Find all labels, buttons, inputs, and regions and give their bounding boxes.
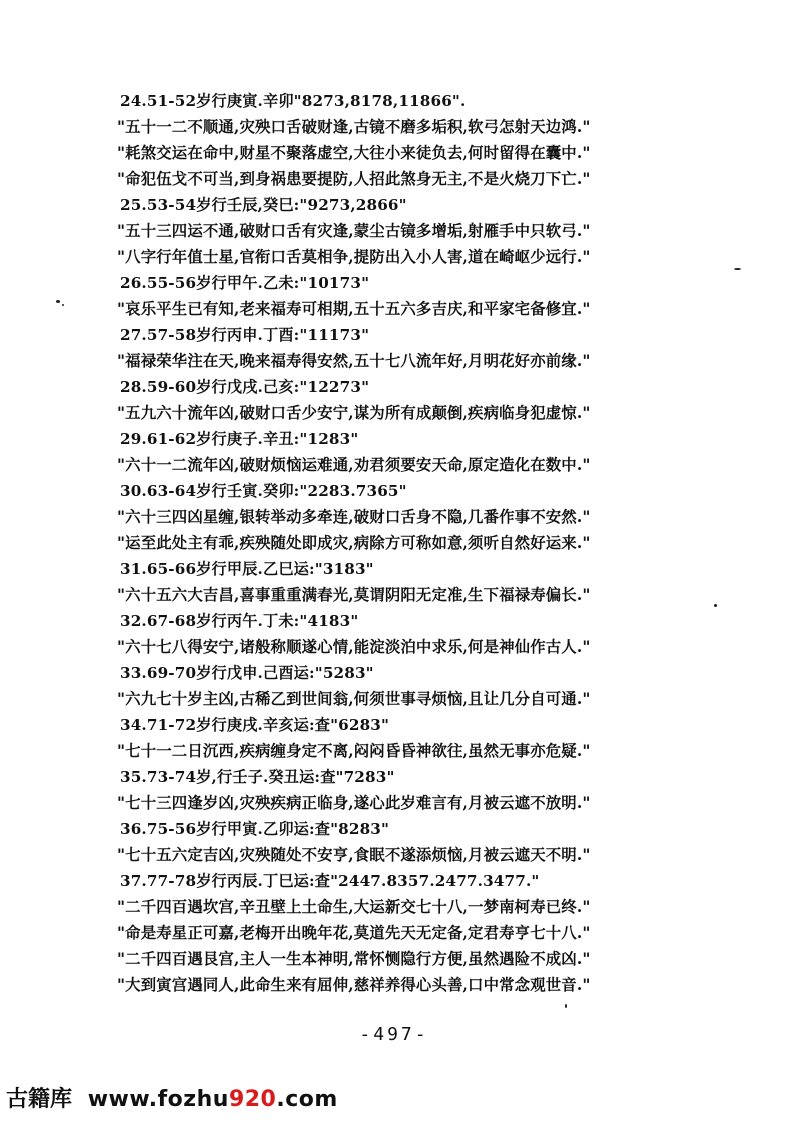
verse-line: "二千四百遇艮宫,主人一生本神明,常怀恻隐行方便,虽然遇险不成凶." <box>117 950 591 968</box>
verse-line: "七十三四逢岁凶,灾殃疾病正临身,遂心此岁难言有,月被云遮不放明." <box>117 794 591 812</box>
verse-line: "命犯伍戈不可当,到身祸患要提防,人招此煞身无主,不是火烧刀下亡." <box>117 170 591 188</box>
verse-line: "哀乐平生已有知,老来福寿可相期,五十五六多吉庆,和平家宅备修宜." <box>117 300 591 318</box>
verse-line: "五九六十流年凶,破财口舌少安宁,谋为所有成颠倒,疾病临身犯虚惊." <box>117 404 591 422</box>
verse-line: "耗煞交运在命中,财星不聚落虚空,大往小来徒负去,何时留得在囊中." <box>117 144 591 162</box>
section-heading: 24.51-52岁行庚寅.辛卯"8273,8178,11866". <box>120 92 466 110</box>
verse-line: "命是寿星正可嘉,老梅开出晚年花,莫道先天无定备,定君寿亨七十八." <box>117 924 591 942</box>
verse-line: "六九七十岁主凶,古稀乙到世间翁,何须世事寻烦恼,且让几分自可通." <box>117 690 591 708</box>
verse-line: "八字行年值士星,官衔口舌莫相争,提防出入小人害,道在崎岖少远行." <box>117 248 591 266</box>
watermark-footer <box>6 1082 338 1113</box>
verse-line: "福禄荣华注在天,晚来福寿得安然,五十七八流年好,月明花好亦前缘." <box>117 352 591 370</box>
verse-line: "大到寅宫遇同人,此命生来有屈伸,慈祥养得心头善,口中常念观世音." <box>117 976 591 994</box>
verse-line: "七十五六定吉凶,灾殃随处不安亨,食眠不遂添烦恼,月被云遮天不明." <box>117 846 591 864</box>
scan-speck <box>734 268 741 270</box>
verse-line: "六十七八得安宁,诸般称顺遂心情,能淀淡泊中求乐,何是神仙作古人." <box>117 638 591 656</box>
verse-line: "运至此处主有乖,疾殃随处即成灾,病除方可称如意,须听自然好运来." <box>117 534 591 552</box>
verse-line: "五十三四运不通,破财口舌有灾逢,蒙尘古镜多增垢,射雁手中只软弓." <box>117 222 591 240</box>
section-heading: 35.73-74岁,行壬子.癸丑运:查"7283" <box>120 768 395 786</box>
section-heading: 33.69-70岁行戊申.己酉运:"5283" <box>120 664 374 682</box>
section-heading: 26.55-56岁行甲午.乙未:"10173" <box>120 274 370 292</box>
section-heading: 25.53-54岁行壬辰,癸巳:"9273,2866" <box>120 196 407 214</box>
verse-line: "六十一二流年凶,破财烦恼运难通,劝君须要安天命,原定造化在数中." <box>117 456 591 474</box>
section-heading: 36.75-56岁行甲寅.乙卯运:查"8283" <box>120 820 390 838</box>
section-heading: 34.71-72岁行庚戌.辛亥运:查"6283" <box>120 716 390 734</box>
scan-speck <box>714 604 717 607</box>
verse-line: "六十三四凶星缠,银转举动多牵连,破财口舌身不隐,几番作事不安然." <box>117 508 591 526</box>
site-url[interactable]: www.fozhu920.com <box>87 1087 338 1112</box>
scan-speck <box>56 300 60 303</box>
site-name: 古籍库 <box>6 1087 73 1112</box>
scan-speck <box>565 1004 567 1008</box>
section-heading: 27.57-58岁行丙申.丁酉:"11173" <box>120 326 370 344</box>
section-heading: 37.77-78岁行丙辰.丁巳运:查"2447.8357.2477.3477." <box>120 872 540 890</box>
section-heading: 28.59-60岁行戊戌.己亥:"12273" <box>120 378 370 396</box>
scan-speck <box>62 304 64 306</box>
section-heading: 30.63-64岁行壬寅.癸卯:"2283.7365" <box>120 482 407 500</box>
verse-line: "五十一二不顺通,灾殃口舌破财逢,古镜不磨多垢积,软弓怎射天边鸿." <box>117 118 591 136</box>
section-heading: 29.61-62岁行庚子.辛丑:"1283" <box>120 430 359 448</box>
verse-line: "七十一二日沉西,疾病缠身定不离,闷闷昏昏神欲往,虽然无事亦危疑." <box>117 742 591 760</box>
section-heading: 31.65-66岁行甲辰.乙巳运:"3183" <box>120 560 374 578</box>
page-number: -497- <box>359 1024 429 1045</box>
verse-line: "二千四百遇坎宫,辛丑壁上土命生,大运新交七十八,一梦南柯寿已终." <box>117 898 591 916</box>
section-heading: 32.67-68岁行丙午.丁未:"4183" <box>120 612 359 630</box>
verse-line: "六十五六大吉昌,喜事重重满春光,莫谓阴阳无定准,生下福禄寿偏长." <box>117 586 591 604</box>
